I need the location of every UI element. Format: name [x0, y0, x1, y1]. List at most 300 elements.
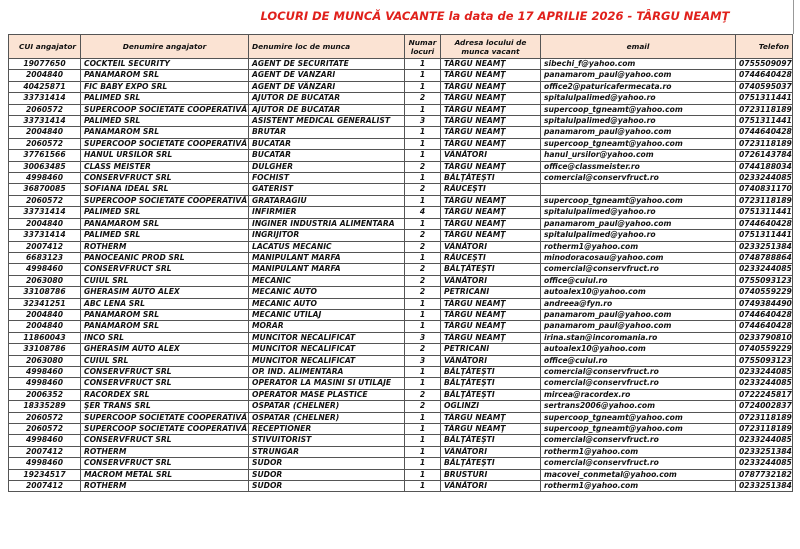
table-row	[9, 378, 793, 389]
cell-phone: 0233244085	[736, 366, 793, 377]
cell-employer: CUIUL SRL	[81, 275, 249, 286]
cell-job: MUNCITOR NECALIFICAT	[249, 355, 405, 366]
table-row	[9, 116, 793, 127]
cell-email: spitalulpalimed@yahoo.ro	[541, 207, 736, 218]
cell-cui: 19234517	[9, 469, 81, 480]
table-row	[9, 104, 793, 115]
cell-email: office@cuiul.ro	[541, 275, 736, 286]
cell-email: comercial@conservfruct.ro	[541, 173, 736, 184]
cell-cui: 30063485	[9, 161, 81, 172]
cell-cui: 6683123	[9, 252, 81, 263]
table-row	[9, 287, 793, 298]
cell-job: OPERATOR LA MASINI SI UTILAJE	[249, 378, 405, 389]
table-row	[9, 355, 793, 366]
cell-address: TÂRGU NEAMŢ	[441, 93, 541, 104]
table-row	[9, 81, 793, 92]
cell-email: macovei_conmetal@yahoo.com	[541, 469, 736, 480]
cell-job: GRATARAGIU	[249, 195, 405, 206]
cell-employer: PALIMED SRL	[81, 207, 249, 218]
cell-address: PETRICANI	[441, 344, 541, 355]
cell-job: AGENT DE SECURITATE	[249, 59, 405, 70]
cell-cui: 33731414	[9, 93, 81, 104]
cell-cui: 33108786	[9, 287, 81, 298]
cell-employer: SUPERCOOP SOCIETATE COOPERATIVĂ	[81, 195, 249, 206]
cell-cui: 2004840	[9, 70, 81, 81]
cell-job: FOCHIST	[249, 173, 405, 184]
cell-email: comercial@conservfruct.ro	[541, 264, 736, 275]
cell-job: BRUTAR	[249, 127, 405, 138]
cell-count: 1	[405, 378, 441, 389]
cell-phone: 0233790810	[736, 332, 793, 343]
table-row	[9, 264, 793, 275]
cell-email: andreea@fyn.ro	[541, 298, 736, 309]
cell-email: supercoop_tgneamt@yahoo.com	[541, 412, 736, 423]
cell-email: comercial@conservfruct.ro	[541, 366, 736, 377]
cell-phone: 0755509097	[736, 59, 793, 70]
cell-address: TÂRGU NEAMŢ	[441, 138, 541, 149]
cell-cui: 2060572	[9, 138, 81, 149]
cell-count: 1	[405, 195, 441, 206]
table-row	[9, 70, 793, 81]
cell-job: GATERIST	[249, 184, 405, 195]
cell-phone: 0233244085	[736, 458, 793, 469]
cell-address: TÂRGU NEAMŢ	[441, 321, 541, 332]
table-row	[9, 184, 793, 195]
cell-job: INFIRMIER	[249, 207, 405, 218]
cell-email: panamarom_paul@yahoo.com	[541, 309, 736, 320]
cell-address: TÂRGU NEAMŢ	[441, 230, 541, 241]
cell-count: 1	[405, 435, 441, 446]
cell-employer: SUPERCOOP SOCIETATE COOPERATIVĂ	[81, 424, 249, 435]
cell-count: 3	[405, 116, 441, 127]
table-row	[9, 59, 793, 70]
cell-employer: PALIMED SRL	[81, 230, 249, 241]
cell-job: OPERATOR MASE PLASTICE	[249, 389, 405, 400]
cell-address: TÂRGU NEAMŢ	[441, 309, 541, 320]
table-row	[9, 446, 793, 457]
cell-cui: 37761566	[9, 150, 81, 161]
table-row	[9, 195, 793, 206]
cell-phone: 0751311441	[736, 116, 793, 127]
table-row	[9, 309, 793, 320]
cell-phone: 0724002837	[736, 401, 793, 412]
cell-count: 2	[405, 230, 441, 241]
cell-email: autoalex10@yahoo.com	[541, 287, 736, 298]
cell-phone: 0723118189	[736, 138, 793, 149]
cell-email	[541, 184, 736, 195]
document-title: LOCURI DE MUNCĂ VACANTE la data de 17 APRILIE 2026 - TÂRGU NEAMŢ	[260, 9, 730, 23]
cell-employer: CONSERVFRUCT SRL	[81, 435, 249, 446]
cell-email: office2@paturicafermecata.ro	[541, 81, 736, 92]
cell-employer: CONSERVFRUCT SRL	[81, 264, 249, 275]
header-employer: Denumire angajator	[81, 35, 249, 59]
cell-job: STRUNGAR	[249, 446, 405, 457]
cell-phone: 0740559229	[736, 344, 793, 355]
cell-phone: 0233251384	[736, 241, 793, 252]
table-row	[9, 252, 793, 263]
cell-address: RĂUCEŞTI	[441, 252, 541, 263]
header-email: email	[541, 35, 736, 59]
cell-employer: CONSERVFRUCT SRL	[81, 458, 249, 469]
cell-phone: 0744640428	[736, 127, 793, 138]
cell-count: 2	[405, 344, 441, 355]
table-row	[9, 332, 793, 343]
cell-job: STIVUITORIST	[249, 435, 405, 446]
cell-address: BĂLŢĂTEŞTI	[441, 264, 541, 275]
cell-count: 2	[405, 161, 441, 172]
cell-address: BĂLŢĂTEŞTI	[441, 389, 541, 400]
cell-email: spitalulpalimed@yahoo.ro	[541, 230, 736, 241]
cell-job: SUDOR	[249, 469, 405, 480]
cell-job: ASISTENT MEDICAL GENERALIST	[249, 116, 405, 127]
cell-address: VÂNĂTORI	[441, 241, 541, 252]
header-phone: Telefon	[736, 35, 793, 59]
cell-count: 1	[405, 469, 441, 480]
cell-job: INGRIJITOR	[249, 230, 405, 241]
cell-job: SUDOR	[249, 481, 405, 492]
cell-cui: 32341251	[9, 298, 81, 309]
table-row	[9, 366, 793, 377]
cell-phone: 0751311441	[736, 93, 793, 104]
header-count	[405, 35, 441, 59]
cell-phone: 0740559229	[736, 287, 793, 298]
cell-address: TÂRGU NEAMŢ	[441, 298, 541, 309]
cell-address: BĂLŢĂTEŞTI	[441, 173, 541, 184]
cell-address: TÂRGU NEAMŢ	[441, 161, 541, 172]
cell-employer: HANUL URSILOR SRL	[81, 150, 249, 161]
cell-job: SUDOR	[249, 458, 405, 469]
cell-email: hanul_ursilor@yahoo.com	[541, 150, 736, 161]
cell-cui: 40425871	[9, 81, 81, 92]
cell-email: rotherm1@yahoo.com	[541, 481, 736, 492]
table-row	[9, 435, 793, 446]
cell-phone: 0233244085	[736, 264, 793, 275]
cell-phone: 0749384490	[736, 298, 793, 309]
cell-cui: 36870085	[9, 184, 81, 195]
cell-count: 1	[405, 150, 441, 161]
table-row	[9, 207, 793, 218]
cell-phone: 0723118189	[736, 195, 793, 206]
cell-cui: 2006352	[9, 389, 81, 400]
cell-phone: 0233244085	[736, 378, 793, 389]
cell-phone: 0726143784	[736, 150, 793, 161]
cell-job: OSPATAR (CHELNER)	[249, 401, 405, 412]
cell-email: sibechi_f@yahoo.com	[541, 59, 736, 70]
cell-address: TÂRGU NEAMŢ	[441, 81, 541, 92]
cell-phone: 0233244085	[736, 173, 793, 184]
cell-address: TÂRGU NEAMŢ	[441, 104, 541, 115]
cell-count: 2	[405, 389, 441, 400]
cell-cui: 2060572	[9, 412, 81, 423]
cell-email: panamarom_paul@yahoo.com	[541, 70, 736, 81]
cell-address: VÂNĂTORI	[441, 446, 541, 457]
cell-cui: 2063080	[9, 275, 81, 286]
cell-email: supercoop_tgneamt@yahoo.com	[541, 138, 736, 149]
cell-job: BUCATAR	[249, 150, 405, 161]
cell-employer: CONSERVFRUCT SRL	[81, 378, 249, 389]
cell-cui: 2004840	[9, 127, 81, 138]
cell-count: 1	[405, 81, 441, 92]
cell-cui: 4998460	[9, 173, 81, 184]
cell-job: MUNCITOR NECALIFICAT	[249, 344, 405, 355]
cell-email: sertrans2006@yahoo.com	[541, 401, 736, 412]
cell-job: LACATUS MECANIC	[249, 241, 405, 252]
cell-job: OSPATAR (CHELNER)	[249, 412, 405, 423]
cell-address: BRUSTURI	[441, 469, 541, 480]
table-row	[9, 218, 793, 229]
cell-count: 1	[405, 70, 441, 81]
table-row	[9, 412, 793, 423]
header-address-line1: Adresa locului de	[454, 37, 527, 47]
table-row	[9, 389, 793, 400]
cell-employer: SUPERCOOP SOCIETATE COOPERATIVĂ	[81, 104, 249, 115]
cell-phone: 0722245817	[736, 389, 793, 400]
table-row	[9, 424, 793, 435]
cell-address: BĂLŢĂTEŞTI	[441, 435, 541, 446]
cell-email: supercoop_tgneamt@yahoo.com	[541, 104, 736, 115]
cell-email: comercial@conservfruct.ro	[541, 378, 736, 389]
cell-employer: GHERASIM AUTO ALEX	[81, 344, 249, 355]
cell-count: 1	[405, 424, 441, 435]
table-row	[9, 241, 793, 252]
cell-job: OP. IND. ALIMENTARA	[249, 366, 405, 377]
table-row	[9, 401, 793, 412]
table-row	[9, 321, 793, 332]
cell-job: RECEPTIONER	[249, 424, 405, 435]
cell-count: 2	[405, 184, 441, 195]
cell-cui: 18335289	[9, 401, 81, 412]
cell-count: 1	[405, 458, 441, 469]
cell-cui: 4998460	[9, 435, 81, 446]
cell-cui: 2063080	[9, 355, 81, 366]
table-row	[9, 458, 793, 469]
cell-employer: SUPERCOOP SOCIETATE COOPERATIVĂ	[81, 138, 249, 149]
cell-cui: 2007412	[9, 481, 81, 492]
cell-phone: 0233244085	[736, 435, 793, 446]
cell-job: INGINER INDUSTRIA ALIMENTARA	[249, 218, 405, 229]
cell-employer: SUPERCOOP SOCIETATE COOPERATIVĂ	[81, 412, 249, 423]
cell-employer: ROTHERM	[81, 446, 249, 457]
cell-cui: 2004840	[9, 218, 81, 229]
cell-employer: ROTHERM	[81, 241, 249, 252]
cell-cui: 4998460	[9, 366, 81, 377]
cell-address: VÂNĂTORI	[441, 150, 541, 161]
cell-phone: 0744640428	[736, 218, 793, 229]
cell-cui: 33731414	[9, 116, 81, 127]
cell-employer: FIC BABY EXPO SRL	[81, 81, 249, 92]
cell-cui: 4998460	[9, 264, 81, 275]
cell-address: TÂRGU NEAMŢ	[441, 218, 541, 229]
cell-count: 2	[405, 264, 441, 275]
cell-email: autoalex10@yahoo.com	[541, 344, 736, 355]
cell-address: TÂRGU NEAMŢ	[441, 207, 541, 218]
table-row	[9, 150, 793, 161]
cell-employer: CLASS MEISTER	[81, 161, 249, 172]
cell-address: VÂNĂTORI	[441, 275, 541, 286]
cell-email: irina.stan@incoromania.ro	[541, 332, 736, 343]
cell-address: TÂRGU NEAMŢ	[441, 412, 541, 423]
cell-cui: 4998460	[9, 458, 81, 469]
cell-phone: 0787732182	[736, 469, 793, 480]
cell-employer: ABC LENA SRL	[81, 298, 249, 309]
cell-job: AJUTOR DE BUCATAR	[249, 104, 405, 115]
cell-address: RĂUCEŞTI	[441, 184, 541, 195]
cell-count: 1	[405, 218, 441, 229]
cell-employer: SOFIANA IDEAL SRL	[81, 184, 249, 195]
cell-cui: 2060572	[9, 104, 81, 115]
cell-employer: PANAMAROM SRL	[81, 127, 249, 138]
table-row	[9, 275, 793, 286]
cell-employer: GHERASIM AUTO ALEX	[81, 287, 249, 298]
table-row	[9, 93, 793, 104]
cell-job: AJUTOR DE BUCATAR	[249, 93, 405, 104]
cell-job: BUCATAR	[249, 138, 405, 149]
cell-address: TÂRGU NEAMŢ	[441, 195, 541, 206]
cell-job: MECANIC AUTO	[249, 298, 405, 309]
cell-count: 1	[405, 127, 441, 138]
cell-job: AGENT DE VANZARI	[249, 70, 405, 81]
cell-phone: 0233251384	[736, 481, 793, 492]
table-body	[9, 59, 793, 492]
cell-phone: 0744188034	[736, 161, 793, 172]
cell-job: MUNCITOR NECALIFICAT	[249, 332, 405, 343]
cell-address: VÂNĂTORI	[441, 481, 541, 492]
cell-employer: PANAMAROM SRL	[81, 309, 249, 320]
cell-count: 1	[405, 173, 441, 184]
cell-count: 1	[405, 446, 441, 457]
cell-employer: ROTHERM	[81, 481, 249, 492]
cell-employer: PALIMED SRL	[81, 116, 249, 127]
cell-job: MANIPULANT MARFA	[249, 264, 405, 275]
cell-phone: 0740831170	[736, 184, 793, 195]
cell-count: 3	[405, 355, 441, 366]
table-row	[9, 161, 793, 172]
cell-phone: 0751311441	[736, 230, 793, 241]
cell-phone: 0723118189	[736, 104, 793, 115]
cell-address: TÂRGU NEAMŢ	[441, 424, 541, 435]
cell-employer: ŞER TRANS SRL	[81, 401, 249, 412]
cell-phone: 0744640428	[736, 321, 793, 332]
table-row	[9, 230, 793, 241]
table-row	[9, 138, 793, 149]
cell-email: mircea@racordex.ro	[541, 389, 736, 400]
cell-employer: PANAMAROM SRL	[81, 70, 249, 81]
cell-email: rotherm1@yahoo.com	[541, 241, 736, 252]
cell-count: 1	[405, 366, 441, 377]
cell-count: 2	[405, 93, 441, 104]
cell-count: 3	[405, 332, 441, 343]
cell-cui: 4998460	[9, 378, 81, 389]
cell-address: TÂRGU NEAMŢ	[441, 70, 541, 81]
cell-job: DULGHER	[249, 161, 405, 172]
cell-cui: 33731414	[9, 207, 81, 218]
cell-count: 1	[405, 138, 441, 149]
header-address	[441, 35, 541, 59]
page-edge-divider	[793, 0, 794, 34]
cell-address: PETRICANI	[441, 287, 541, 298]
cell-count: 2	[405, 287, 441, 298]
cell-address: TÂRGU NEAMŢ	[441, 332, 541, 343]
cell-count: 4	[405, 207, 441, 218]
cell-address: TÂRGU NEAMŢ	[441, 116, 541, 127]
table-row	[9, 344, 793, 355]
table-row	[9, 469, 793, 480]
cell-address: TÂRGU NEAMŢ	[441, 59, 541, 70]
header-cui: CUI angajator	[9, 35, 81, 59]
cell-email: panamarom_paul@yahoo.com	[541, 127, 736, 138]
cell-count: 2	[405, 275, 441, 286]
cell-job: MORAR	[249, 321, 405, 332]
header-job: Denumire loc de munca	[249, 35, 405, 59]
table-row	[9, 127, 793, 138]
cell-phone: 0755093123	[736, 355, 793, 366]
cell-job: MECANIC UTILAJ	[249, 309, 405, 320]
cell-email: comercial@conservfruct.ro	[541, 458, 736, 469]
header-count-line2: locuri	[410, 46, 435, 56]
cell-email: panamarom_paul@yahoo.com	[541, 218, 736, 229]
cell-cui: 2004840	[9, 321, 81, 332]
cell-count: 2	[405, 241, 441, 252]
cell-cui: 11860043	[9, 332, 81, 343]
cell-cui: 2007412	[9, 241, 81, 252]
cell-count: 1	[405, 481, 441, 492]
cell-employer: PALIMED SRL	[81, 93, 249, 104]
table-header-row	[9, 35, 793, 59]
cell-address: BĂLŢĂTEŞTI	[441, 378, 541, 389]
cell-employer: RACORDEX SRL	[81, 389, 249, 400]
cell-address: BĂLŢĂTEŞTI	[441, 458, 541, 469]
cell-job: MANIPULANT MARFA	[249, 252, 405, 263]
cell-phone: 0748788864	[736, 252, 793, 263]
cell-count: 1	[405, 59, 441, 70]
header-count-line1: Numar	[408, 37, 437, 47]
cell-job: MECANIC AUTO	[249, 287, 405, 298]
cell-email: panamarom_paul@yahoo.com	[541, 321, 736, 332]
cell-address: OGLINZI	[441, 401, 541, 412]
cell-count: 1	[405, 104, 441, 115]
cell-address: TÂRGU NEAMŢ	[441, 127, 541, 138]
cell-employer: PANAMAROM SRL	[81, 321, 249, 332]
cell-employer: INCO SRL	[81, 332, 249, 343]
cell-email: minodoracosau@yahoo.com	[541, 252, 736, 263]
cell-employer: PANAMAROM SRL	[81, 218, 249, 229]
vacancies-table	[8, 34, 793, 492]
cell-phone: 0723118189	[736, 424, 793, 435]
cell-job: MECANIC	[249, 275, 405, 286]
cell-email: office@classmeister.ro	[541, 161, 736, 172]
cell-count: 1	[405, 252, 441, 263]
cell-phone: 0233251384	[736, 446, 793, 457]
cell-email: comercial@conservfruct.ro	[541, 435, 736, 446]
cell-email: spitalulpalimed@yahoo.ro	[541, 93, 736, 104]
cell-email: rotherm1@yahoo.com	[541, 446, 736, 457]
cell-phone: 0723118189	[736, 412, 793, 423]
table-row	[9, 298, 793, 309]
cell-cui: 2060572	[9, 195, 81, 206]
cell-count: 1	[405, 412, 441, 423]
cell-employer: CONSERVFRUCT SRL	[81, 173, 249, 184]
cell-phone: 0755093123	[736, 275, 793, 286]
cell-employer: CUIUL SRL	[81, 355, 249, 366]
cell-email: spitalulpalimed@yahoo.ro	[541, 116, 736, 127]
cell-cui: 2060572	[9, 424, 81, 435]
cell-employer: COCKTEIL SECURITY	[81, 59, 249, 70]
cell-address: VÂNĂTORI	[441, 355, 541, 366]
table-row	[9, 173, 793, 184]
cell-email: supercoop_tgneamt@yahoo.com	[541, 424, 736, 435]
cell-count: 1	[405, 321, 441, 332]
cell-phone: 0740595037	[736, 81, 793, 92]
